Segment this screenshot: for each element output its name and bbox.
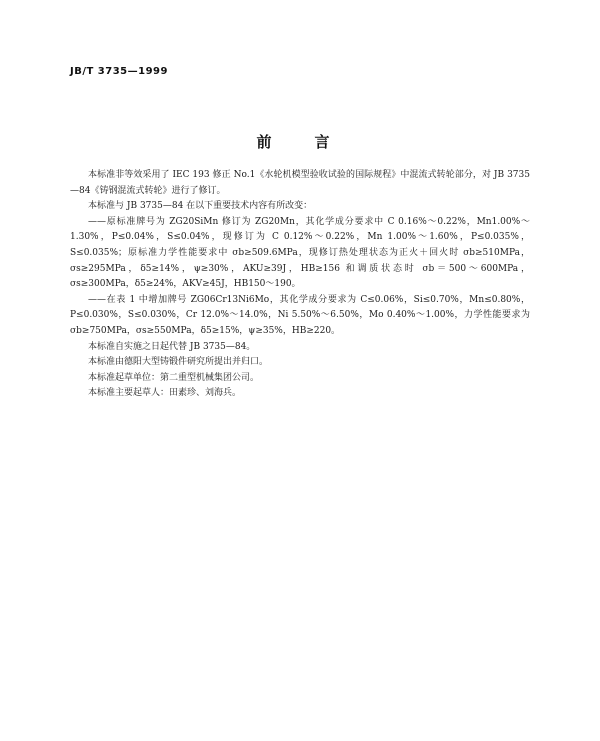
paragraph-replaces: 本标准自实施之日起代替 JB 3735—84。 [88,341,256,352]
paragraph-grade-change: ——原标准牌号为 ZG20SiMn 修订为 ZG20Mn，其化学成分要求中 C 0.16%～0.22%，Mn1.00%～1.30%，P≤0.04%，S≤0.04%，现修订为 C 0.12%～0.22%，Mn 1.00%～1.60%，P≤0.035%，S≤0.035%；原标准力学性能要求中 σb≥509.6MPa，现修订热处理状态为正火＋回火时 σb≥510MPa，σs≥295MPa，δ5≥14%，ψ≥30%，AKU≥39J，HB≥156 和调质状态时 σb＝500～600MPa，σs≥300MPa，δ5≥24%，AKV≥45J，HB150～190。 [70,216,530,290]
document-code: JB/T 3735—1999 [70,66,168,77]
paragraph-drafting-unit: 本标准起草单位：第二重型机械集团公司。 [88,372,260,383]
paragraph-changes-intro: 本标准与 JB 3735—84 在以下重要技术内容有所改变： [88,201,313,212]
paragraph-proposer: 本标准由德阳大型铸锻件研究所提出并归口。 [88,357,269,368]
paragraph-adoption: 本标准非等效采用了 IEC 193 修正 No.1《水轮机模型验收试验的国际规程》中混流式转轮部分，对 JB 3735—84《铸钢混流式转轮》进行了修订。 [70,170,530,196]
page-title: 前 言 [256,133,344,151]
body-text [70,168,530,402]
paragraph-drafters: 本标准主要起草人：田素珍、刘海兵。 [88,388,242,399]
paragraph-new-grade: ——在表 1 中增加牌号 ZG06Cr13Ni6Mo，其化学成分要求为 C≤0.06%，Si≤0.70%，Mn≤0.80%，P≤0.030%，S≤0.030%，Cr 12.0%～14.0%，Ni 5.50%～6.50%，Mo 0.40%～1.00%，力学性能要求为 σb≥750MPa，σs≥550MPa，δ5≥15%，ψ≥35%，HB≥220。 [70,294,530,336]
